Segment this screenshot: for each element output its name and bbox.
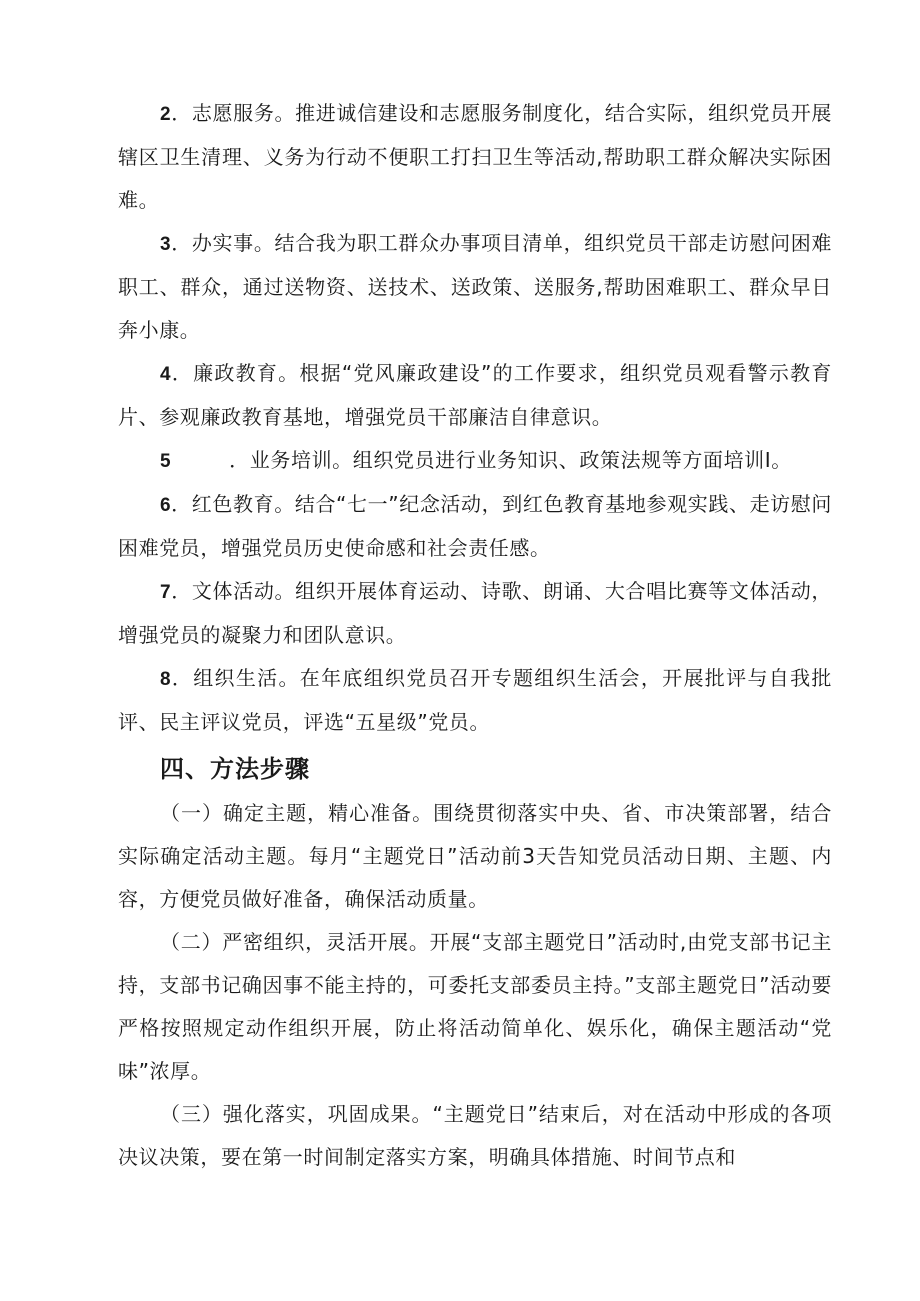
item-text: ．业务培训。组织党员进行业务知识、政策法规等方面培训I。 xyxy=(229,448,792,472)
item-number: 4 xyxy=(160,364,172,385)
item-number: 6 xyxy=(160,495,172,516)
item-text: ．志愿服务。推进诚信建设和志愿服务制度化，结合实际，组织党员开展辖区卫生清理、义务为行动不便职工打扫卫生等活动,帮助职工群众解决实际困难。 xyxy=(118,101,832,212)
list-item-business-training xyxy=(118,439,832,483)
item-text: ．廉政教育。根据“党风廉政建设”的工作要求，组织党员观看警示教育片、参观廉政教育基地，增强党员干部廉洁自律意识。 xyxy=(118,361,832,429)
list-item-volunteer-service xyxy=(118,92,832,222)
step-paragraph-2: （二）严密组织，灵活开展。开展“支部主题党日”活动时,由党支部书记主持，支部书记确因事不能主持的，可委托支部委员主持。”支部主题党日”活动要严格按照规定动作组织开展，防止将活动简单化、娱乐化，确保主题活动“党味”浓厚。 xyxy=(118,930,832,1083)
step-paragraph-3: （三）强化落实，巩固成果。“主题党日”结束后，对在活动中形成的各项决议决策，要在第一时间制定落实方案，明确具体措施、时间节点和 xyxy=(118,1102,832,1169)
list-item-red-education xyxy=(118,483,832,570)
item-number: 5 xyxy=(160,451,172,472)
item-number: 3 xyxy=(160,234,172,255)
item-number: 2 xyxy=(160,104,172,125)
list-item-organization-life xyxy=(118,657,832,744)
item-text: ．文体活动。组织开展体育运动、诗歌、朗诵、大合唱比赛等文体活动，增强党员的凝聚力和团队意识。 xyxy=(118,579,832,647)
item-number: 8 xyxy=(160,669,172,690)
list-item-integrity-education xyxy=(118,352,832,439)
document-body xyxy=(118,92,832,1179)
step-paragraph-1: （一）确定主题，精心准备。围绕贯彻落实中央、省、市决策部署，结合实际确定活动主题。每月“主题党日”活动前3天告知党员活动日期、主题、内容，方便党员做好准备，确保活动质量。 xyxy=(118,801,832,911)
item-text: ．办实事。结合我为职工群众办事项目清单，组织党员干部走访慰问困难职工、群众，通过送物资、送技术、送政策、送服务,帮助困难职工、群众早日奔小康。 xyxy=(118,231,832,342)
item-text: ．组织生活。在年底组织党员召开专题组织生活会，开展批评与自我批评、民主评议党员，评选“五星级”党员。 xyxy=(118,666,832,734)
item-number: 7 xyxy=(160,582,172,603)
list-item-practical-work xyxy=(118,222,832,352)
list-item-cultural-sports xyxy=(118,570,832,657)
item-text: ．红色教育。结合“七一”纪念活动，到红色教育基地参观实践、走访慰问困难党员，增强党员历史使命感和社会责任感。 xyxy=(118,492,832,560)
section-heading: 四、方法步骤 xyxy=(160,755,310,783)
